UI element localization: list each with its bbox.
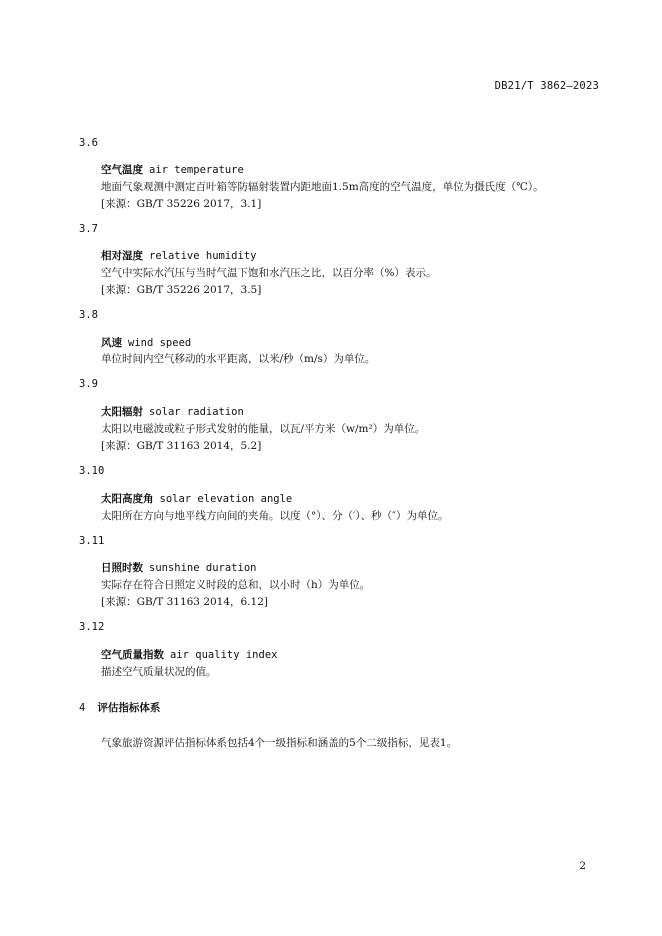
term-number: 3.9 [79, 378, 98, 390]
term-name [101, 404, 244, 419]
term-name-zh: 相对湿度 [101, 250, 143, 262]
term-source: [来源：GB/T 35226 2017，3.5] [101, 284, 262, 296]
term-name-en: solar elevation angle [159, 493, 293, 505]
term-name [101, 491, 292, 506]
term-name-en: air temperature [149, 164, 244, 176]
term-number: 3.7 [79, 223, 98, 235]
term-name-en: solar radiation [149, 406, 244, 418]
term-name-en: air quality index [170, 649, 278, 661]
term-name [101, 560, 256, 575]
term-name [101, 647, 277, 662]
term-source: [来源：GB/T 35226 2017，3.1] [101, 198, 262, 210]
term-source: [来源：GB/T 31163 2014，6.12] [101, 596, 269, 608]
section-number: 4 [79, 702, 86, 714]
term-name [101, 162, 244, 177]
section-heading [79, 700, 160, 715]
term-number: 3.6 [79, 137, 98, 149]
term-name-en: relative humidity [149, 250, 257, 262]
term-name-zh: 太阳辐射 [101, 406, 143, 418]
document-id-header: DB21/T 3862—2023 [494, 80, 599, 92]
term-definition: 太阳所在方向与地平线方向间的夹角。以度（°）、分（′）、秒（″）为单位。 [101, 510, 449, 522]
term-number: 3.10 [79, 465, 105, 477]
term-definition: 地面气象观测中测定百叶箱等防辐射装置内距地面1.5m高度的空气温度，单位为摄氏度（℃）。 [101, 181, 544, 193]
section-title: 评估指标体系 [97, 702, 161, 714]
term-name-zh: 风速 [101, 337, 122, 349]
term-definition: 单位时间内空气移动的水平距离，以米/秒（m/s）为单位。 [101, 353, 376, 365]
term-name-en: sunshine duration [149, 562, 257, 574]
term-name [101, 335, 191, 350]
term-number: 3.11 [79, 535, 105, 547]
section-paragraph: 气象旅游资源评估指标体系包括4个一级指标和涵盖的5个二级指标，见表1。 [101, 737, 458, 749]
term-name-en: wind speed [128, 337, 192, 349]
term-definition: 实际存在符合日照定义时段的总和，以小时（h）为单位。 [101, 579, 371, 591]
page-number: 2 [579, 860, 586, 872]
term-definition: 描述空气质量状况的值。 [101, 666, 217, 678]
term-source: [来源：GB/T 31163 2014，5.2] [101, 440, 262, 452]
term-name-zh: 太阳高度角 [101, 493, 154, 505]
term-number: 3.8 [79, 309, 98, 321]
term-number: 3.12 [79, 621, 105, 633]
term-definition: 空气中实际水汽压与当时气温下饱和水汽压之比，以百分率（%）表示。 [101, 267, 437, 279]
term-name-zh: 空气质量指数 [101, 649, 164, 661]
term-name-zh: 日照时数 [101, 562, 143, 574]
term-definition: 太阳以电磁波或粒子形式发射的能量，以瓦/平方米（w/m²）为单位。 [101, 423, 426, 435]
term-name-zh: 空气温度 [101, 164, 143, 176]
term-name [101, 248, 256, 263]
